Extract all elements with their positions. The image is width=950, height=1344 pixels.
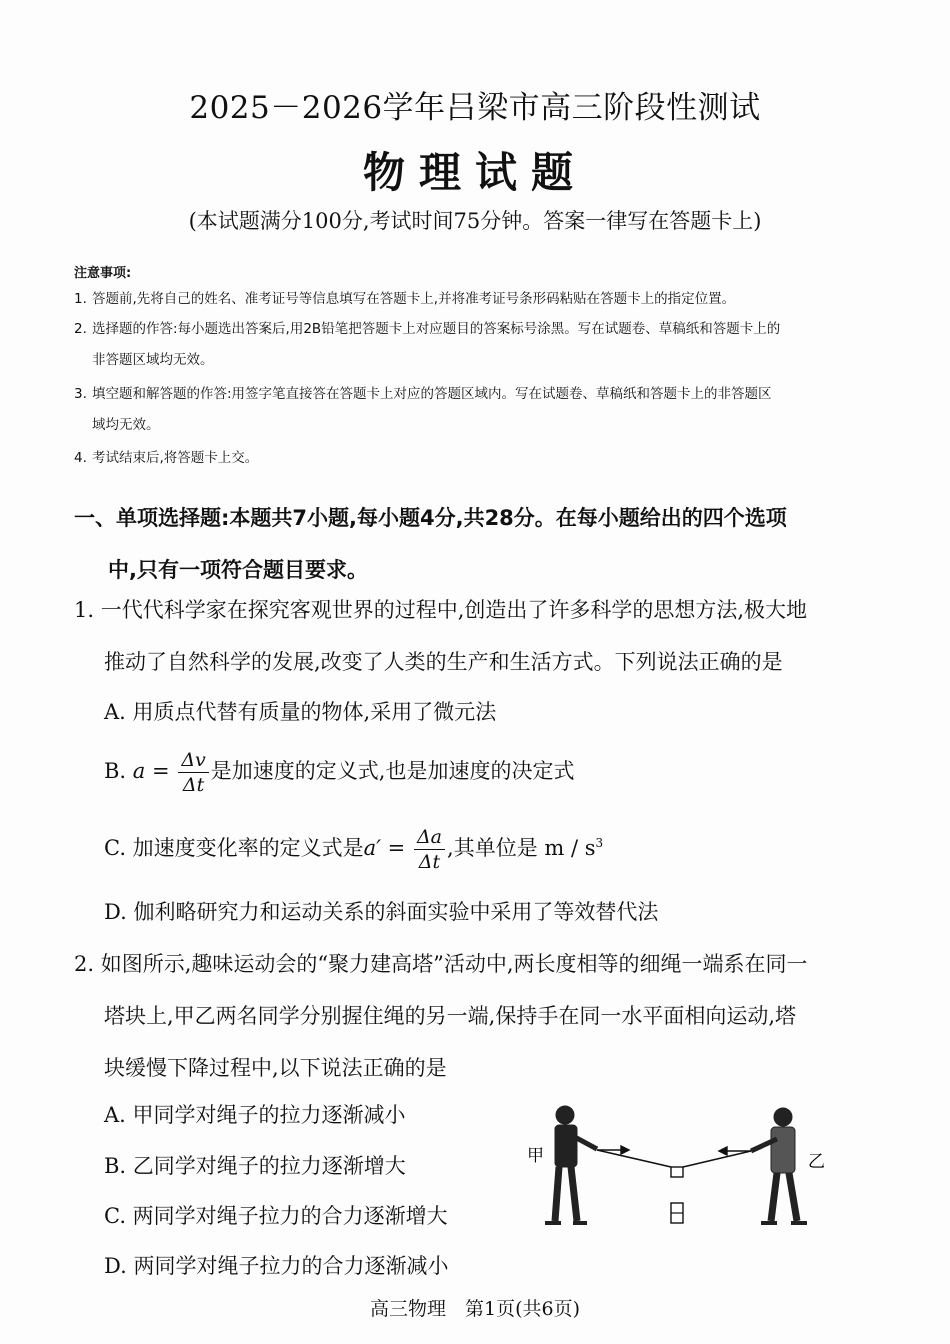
notice-item-3: 3. 填空题和解答题的作答:用签字笔直接答在答题卡上对应的答题区域内。写在试题卷、草稿纸和答题卡上的非答题区 域均无效。 [74,386,772,433]
figure-label-yi: 乙 [808,1152,825,1172]
notice-item-1: 1. 答题前,先将自己的姓名、准考证号等信息填写在答题卡上,并将准考证号条形码粘贴在答题卡上的指定位置。 [74,291,736,307]
question-2-stem: 2. 如图所示,趣味运动会的“聚力建高塔”活动中,两长度相等的细绳一端系在同一 塔块上,甲乙两名同学分别握住绳的另一端,保持手在同一水平面相向运动,塔 块缓慢下降过程中,以下说法正确的是 [74,952,808,1080]
question-1-option-b: B. a = $\frac{\Delta v}{\Delta t}$ 是加速度的定义式,也是加速度的决定式 [104,749,575,796]
notice-heading: 注意事项: [74,266,132,281]
question-1-stem: 1. 一代代科学家在探究客观世界的过程中,创造出了许多科学的思想方法,极大地 推动了自然科学的发展,改变了人类的生产和生活方式。下列说法正确的是 [74,598,808,674]
rope-right [683,1151,751,1167]
force-arrow-right [719,1147,751,1155]
notice-item-2: 2. 选择题的作答:每小题选出答案后,用2B铅笔把答题卡上对应题目的答案标号涂黑。写在试题卷、草稿纸和答题卡上的 非答题区域均无效。 [74,321,781,368]
tower-rope-figure [515,1095,845,1239]
exam-title: 2025－2026学年吕梁市高三阶段性测试 [189,90,761,126]
force-arrow-left [597,1146,629,1154]
subject-title: 物理试题 [362,148,587,197]
question-1-option-d: D. 伽利略研究力和运动关系的斜面实验中采用了等效替代法 [104,900,659,924]
exam-subtitle: (本试题满分100分,考试时间75分钟。答案一律写在答题卡上) [188,209,762,233]
figure-label-jia: 甲 [527,1146,544,1166]
notice-item-4: 4. 考试结束后,将答题卡上交。 [74,450,259,466]
question-2-option-b: B. 乙同学对绳子的拉力逐渐增大 [104,1154,406,1178]
rope-left [597,1150,671,1167]
student-jia-figure [545,1106,597,1223]
question-1-option-a: A. 用质点代替有质量的物体,采用了微元法 [104,700,497,724]
section-heading: 一、单项选择题:本题共7小题,每小题4分,共28分。在每小题给出的四个选项 中,只有一项符合题目要求。 [74,506,787,582]
question-2-option-a: A. 甲同学对绳子的拉力逐渐减小 [104,1103,406,1127]
question-2-option-d: D. 两同学对绳子拉力的合力逐渐减小 [104,1254,449,1278]
student-yi-figure [751,1108,807,1223]
fraction-da-dt: $\frac{\Delta a}{\Delta t}$ [414,825,445,874]
page-footer: 高三物理 第1页(共6页) [369,1298,580,1320]
fraction-dv-dt: $\frac{\Delta v}{\Delta t}$ [178,748,208,797]
question-1-option-c: C. 加速度变化率的定义式是a′ = $\frac{\Delta a}{\Delta t}$ ,其单位是 m / $s^3$ [104,826,604,873]
question-2-option-c: C. 两同学对绳子拉力的合力逐渐增大 [104,1204,448,1228]
tower-block-top [671,1167,683,1177]
